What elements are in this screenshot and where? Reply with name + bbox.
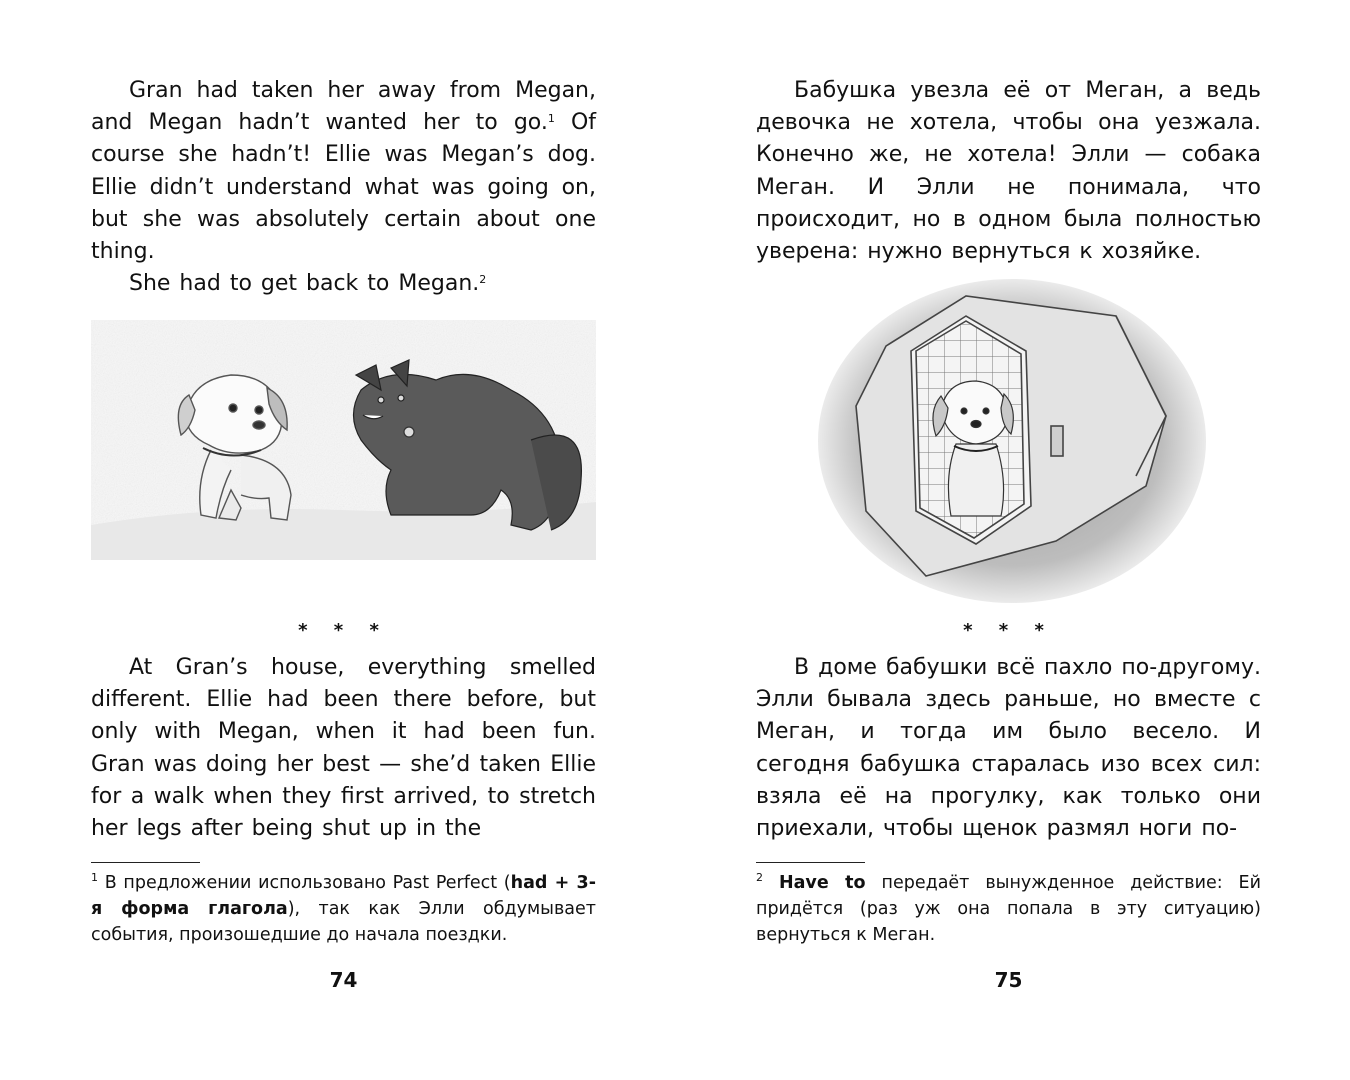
left-para-2-text: She had to get back to Megan. — [129, 271, 480, 297]
footnote-marker: 2 — [756, 871, 763, 884]
puppy-in-carrier-illustration — [816, 276, 1208, 606]
scene-separator: * * * — [963, 620, 1054, 641]
footnote-bold-a: Have to — [778, 873, 866, 893]
footnote-text-a: В предложении использовано Past Perfect ( — [104, 873, 511, 893]
left-footnote — [91, 870, 596, 948]
right-paragraph-2: В доме бабушки всё пахло по-другому. Элли бывала здесь раньше, но вместе с Меган, и тогда им было весело. И сегодня бабушка старалась изо всех сил: взяла её на прогулку, как только они приехали, чтобы щенок размял ноги по- — [756, 655, 1261, 842]
left-para-1-text-b: Of course she hadn’t! Ellie was Megan’s dog. Ellie didn’t understand what was going on, but she was absolutely certain about one thing. — [91, 110, 596, 265]
right-footnote — [756, 870, 1261, 948]
left-paragraph-3: At Gran’s house, everything smelled different. Ellie had been there before, but only with Megan, when it had been fun. Gran was doing her best — she’d taken Ellie for a walk when they first arrived, to stretch her legs after being shut up in the — [91, 655, 596, 842]
footnote-rule — [756, 862, 865, 863]
right-paragraph-1: Бабушка увезла её от Меган, а ведь девочка не хотела, чтобы она уезжала. Конечно же, не хотела! Элли — собака Меган. И Элли не понимала, что происходит, но в одном была полностью уверена: нужно вернуться к хозяйке. — [756, 78, 1261, 265]
left-paragraph-1 — [91, 75, 596, 268]
footnote-bold-a: had + 3-я форма глагола — [91, 873, 596, 919]
left-text-block-top — [91, 75, 596, 300]
left-page — [91, 0, 596, 1080]
page-number: 75 — [994, 968, 1023, 992]
footnote-text-a: передаёт вынужденное действие: Ей придётся (раз уж она попала в эту ситуацию) вернуться к Меган. — [756, 873, 1261, 945]
left-para-1-text-a: Gran had taken her away from Megan, and Megan hadn’t wanted her to go. — [91, 78, 596, 136]
page-number: 74 — [329, 968, 358, 992]
footnote-ref-1: 1 — [547, 112, 555, 126]
left-text-block-bottom — [91, 652, 596, 845]
puppy-and-kitten-illustration — [91, 320, 596, 560]
left-paragraph-2 — [91, 268, 596, 300]
footnote-marker: 1 — [91, 871, 98, 884]
footnote-ref-2: 2 — [479, 273, 487, 287]
right-text-block-top — [756, 75, 1261, 268]
footnote-text-b: ), так как Элли обдумывает события, произошедшие до начала поездки. — [91, 899, 596, 945]
footnote-rule — [91, 862, 200, 863]
right-text-block-bottom — [756, 652, 1261, 845]
scene-separator: * * * — [298, 620, 389, 641]
right-page — [756, 0, 1261, 1080]
